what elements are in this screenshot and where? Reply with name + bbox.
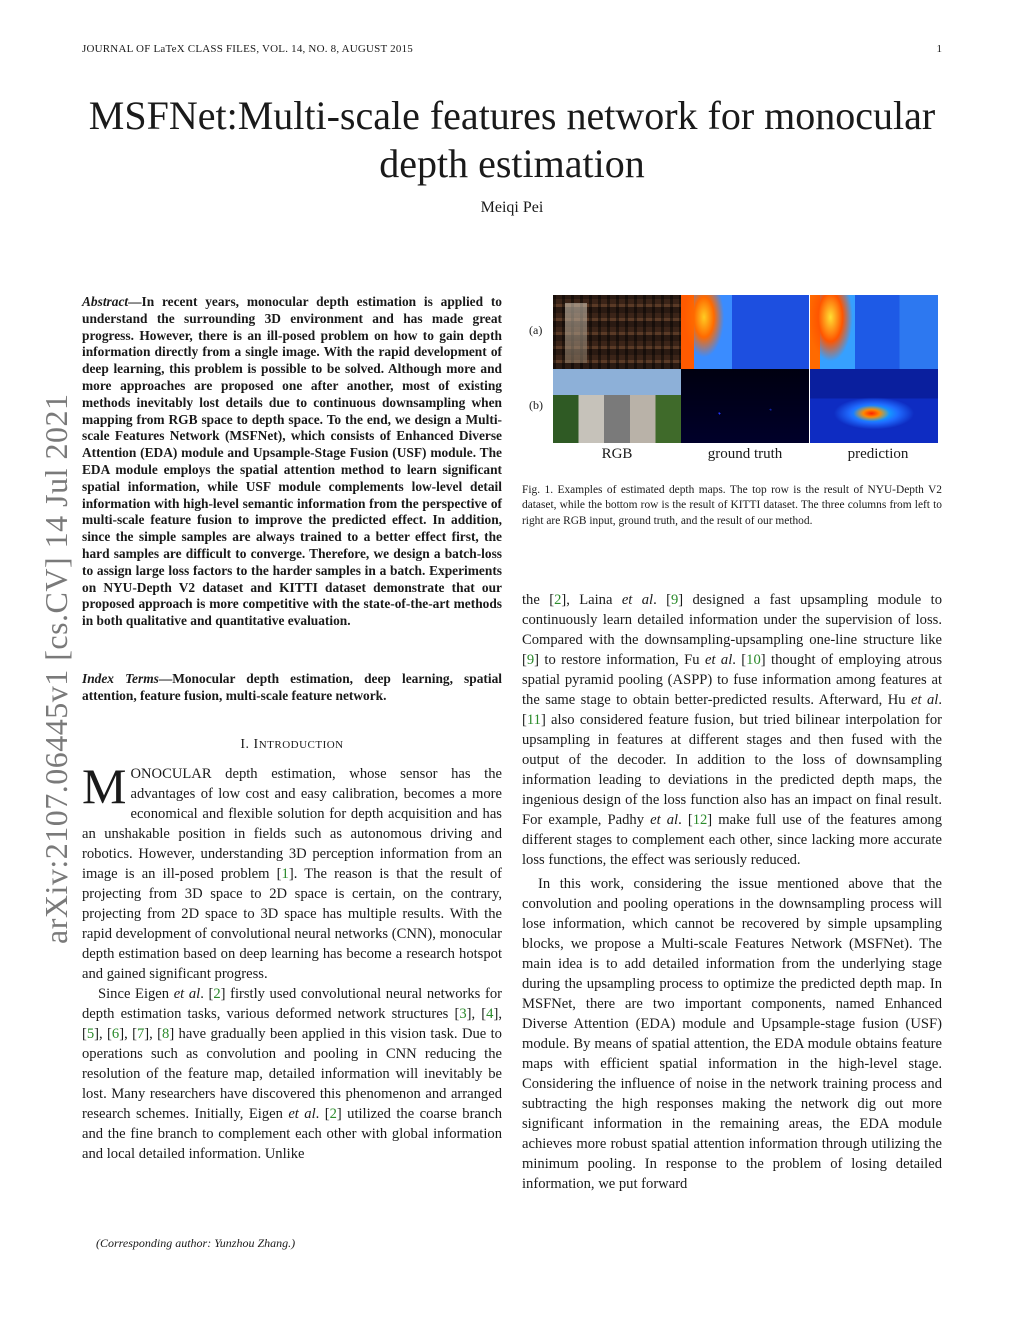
citation-link[interactable]: 1 [281, 866, 289, 882]
figure-image-prediction-indoor [810, 295, 938, 369]
figure-image-prediction-street [810, 369, 938, 443]
abstract-label: Abstract [82, 294, 129, 309]
figure-image-ground-truth-street [681, 369, 809, 443]
index-terms-text: —Monocular depth estimation, deep learning, spatial attention, feature fusion, multi-scale feature network. [82, 671, 502, 703]
body-text: . [ [732, 652, 747, 668]
intro-paragraph-2 [82, 984, 502, 1164]
section-heading-introduction [82, 737, 502, 753]
figure-image-ground-truth-indoor [681, 295, 809, 369]
section-title-first: I [253, 737, 259, 752]
citation-link[interactable]: 5 [86, 1026, 95, 1042]
citation-link[interactable]: 9 [670, 592, 679, 608]
body-text: ] make full use of the features among different stages to complement each other, since lacking more accurate loss functions, the effect was seriously reduced. [522, 812, 942, 868]
abstract-text: —In recent years, monocular depth estimation is applied to understand the surrounding 3D environment and has made great progress. However, there is an ill-posed problem on how to gain depth information directly from a single image. With the rapid development of deep learning, this problem is possible to be solved. Although more and more approaches are proposed one after another, most of existing methods inevitably lost details due to continuous downsampling when mapping from RGB space to depth space. To the end, we design a Multi-scale Features Network (MSFNet), which consists of Enhanced Diverse Attention (EDA) module and Upsample-Stage Fusion (USF) module. The EDA module employs the spatial attention method to learn significant spatial information, while USF module complements low-level detail information with high-level semantic information from the perspective of multi-scale feature fusion to improve the predicted effect. In addition, since the simple samples are always trained to a better effect first, the hard samples are difficult to converge. Therefore, we design a batch-loss to assign large loss factors to the harder samples in a batch. Experiments on NYU-Depth V2 dataset and KITTI dataset demonstrate that our proposed approach is more competitive with the state-of-the-art methods in both qualitative and quantitative evaluation. [82, 294, 502, 629]
et-al: et al [704, 652, 733, 668]
intro-text: ] utilized the coarse branch and the fine branch to complement each other with global information and local detailed information. Unlike [82, 1106, 502, 1162]
drop-cap: M [82, 758, 127, 814]
paper-author: Meiqi Pei [480, 199, 544, 216]
section-number: I. [240, 737, 250, 752]
abstract [82, 294, 502, 630]
body-text: . [ [678, 812, 693, 828]
et-al: et al [650, 812, 679, 828]
citation-link[interactable]: 2 [329, 1106, 337, 1122]
citation-link[interactable]: 9 [526, 652, 535, 668]
citation-link[interactable]: 3 [459, 1006, 467, 1022]
body-text: the [ [522, 592, 555, 608]
section-title-rest: NTRODUCTION [258, 739, 344, 751]
et-al: et al [911, 692, 939, 708]
citation-link[interactable]: 2 [213, 986, 221, 1002]
intro-text: . [ [315, 1106, 330, 1122]
intro-text: ONOCULAR depth estimation, whose sensor has the advantages of low cost and easy calibration, becomes a more economical and flexible solution for depth acquisition and has an unshakable position in fields such as autonomous driving and robotics. However, understanding 3D perception information from an image is an ill-posed problem [ [82, 766, 502, 882]
intro-text: ]. The reason is that the result of projecting from 3D space to 2D space is certain, on the contrary, projecting from 2D space to 3D space has multiple results. With the rapid development of convolutional neural networks (CNN), monocular depth estimation based on deep learning has become a research hotspot and gained significant progress. [82, 866, 502, 982]
citation-link[interactable]: 4 [486, 1006, 494, 1022]
corresponding-author-footnote: (Corresponding author: Yunzhou Zhang.) [96, 1236, 296, 1250]
citation-link[interactable]: 11 [526, 712, 541, 728]
et-al: et al [173, 986, 201, 1002]
citation-link[interactable]: 6 [111, 1026, 120, 1042]
intro-text: ], [ [119, 1026, 137, 1042]
body-text: ] to restore information, Fu [534, 652, 705, 668]
body-text: . [ [522, 692, 942, 728]
arxiv-identifier: arXiv:2107.06445v1 [cs.CV] 14 Jul 2021 [38, 393, 74, 944]
body-text: ] thought of employing atrous spatial pyramid pooling (ASPP) to fuse information among features at the same stage to obtain better-predicted results. Afterward, Hu [522, 652, 943, 708]
citation-link[interactable]: 7 [136, 1026, 145, 1042]
citation-link[interactable]: 10 [746, 652, 761, 668]
et-al: et al [621, 592, 654, 608]
intro-paragraph-1 [82, 758, 502, 984]
figure-image-rgb-street [553, 369, 681, 443]
body-text: . [ [653, 592, 671, 608]
figure-row-label-b: (b) [529, 398, 543, 412]
intro-text: ] firstly used convolutional neural networks for depth estimation tasks, various deformed network structures [ [82, 986, 502, 1022]
running-header: JOURNAL OF LaTeX CLASS FILES, VOL. 14, NO. 8, AUGUST 2015 [82, 43, 413, 55]
index-terms [82, 671, 502, 705]
figure-caption: Fig. 1. Examples of estimated depth maps. The top row is the result of NYU-Depth V2 dataset, while the bottom row is the result of KITTI dataset. The three columns from left to right are RGB input, ground truth, and the result of our method. [522, 484, 942, 527]
intro-text: . [ [200, 986, 214, 1002]
figure-column-label-prediction: prediction [847, 446, 909, 462]
figure-row-label-a: (a) [529, 323, 543, 337]
right-column-body [522, 590, 942, 1194]
figure-image-rgb-indoor [553, 295, 681, 369]
figure-column-label-rgb: RGB [601, 446, 633, 462]
intro-text: ] have gradually been applied in this vision task. Due to operations such as convolution and pooling in CNN reducing the resolution of the feature map, detailed information will inevitably be lost. Many researchers have discovered this phenomenon and arranged research schemes. Initially, Eigen [82, 1026, 502, 1122]
intro-text: ], [ [144, 1026, 163, 1042]
intro-text: ], [ [82, 1006, 502, 1042]
body-text: ] designed a fast upsampling module to continuously learn detailed information under the supervision of loss. Compared with the downsampling-upsampling one-line structure like [ [522, 592, 942, 668]
body-text: ] also considered feature fusion, but tried bilinear interpolation for upsampling in features at different stages and then fused with the output of the decoder. In addition to the loss of downsampling information leading to deviations in the predicted depth maps, the ingenious design of the loss function also has an impact on final result. For example, Padhy [522, 712, 942, 828]
body-text: ], Laina [561, 592, 622, 608]
paper-title: MSFNet:Multi-scale features network for monocular depth estimation [88, 93, 936, 186]
introduction-body [82, 758, 502, 1164]
right-paragraph-2: In this work, considering the issue mentioned above that the convolution and pooling operations in the downsampling process will lose information, which cannot be recovered by simple upsampling blocks, we propose a Multi-scale Features Network (MSFNet). The main idea is to add detailed information from the underlying stage during the upsampling process to optimize the predicted depth map. In MSFNet, there are two important components, named Enhanced Diverse Attention (EDA) module and Upsample-stage fusion (USF) module. By means of spatial attention, the EDA module obtains feature maps with efficient spatial information in the high-level stage. Considering the influence of noise in the network training process and subtracting the high responses making the network dig out more significant information in the remaining areas, the EDA module achieves more robust spatial attention information through utilizing the minimum pooling. In response to the problem of losing detailed information, we put forward [522, 876, 942, 1192]
figure-column-label-ground-truth: ground truth [707, 446, 783, 462]
citation-link[interactable]: 2 [554, 592, 562, 608]
right-paragraph-1 [522, 590, 942, 870]
page-number: 1 [936, 43, 942, 55]
citation-link[interactable]: 12 [692, 812, 708, 828]
index-terms-label: Index Terms [82, 671, 159, 686]
et-al: et al [288, 1106, 316, 1122]
intro-text: ], [ [94, 1026, 112, 1042]
intro-text: Since Eigen [98, 986, 174, 1002]
intro-text: ], [ [466, 1006, 487, 1022]
citation-link[interactable]: 8 [162, 1026, 170, 1042]
